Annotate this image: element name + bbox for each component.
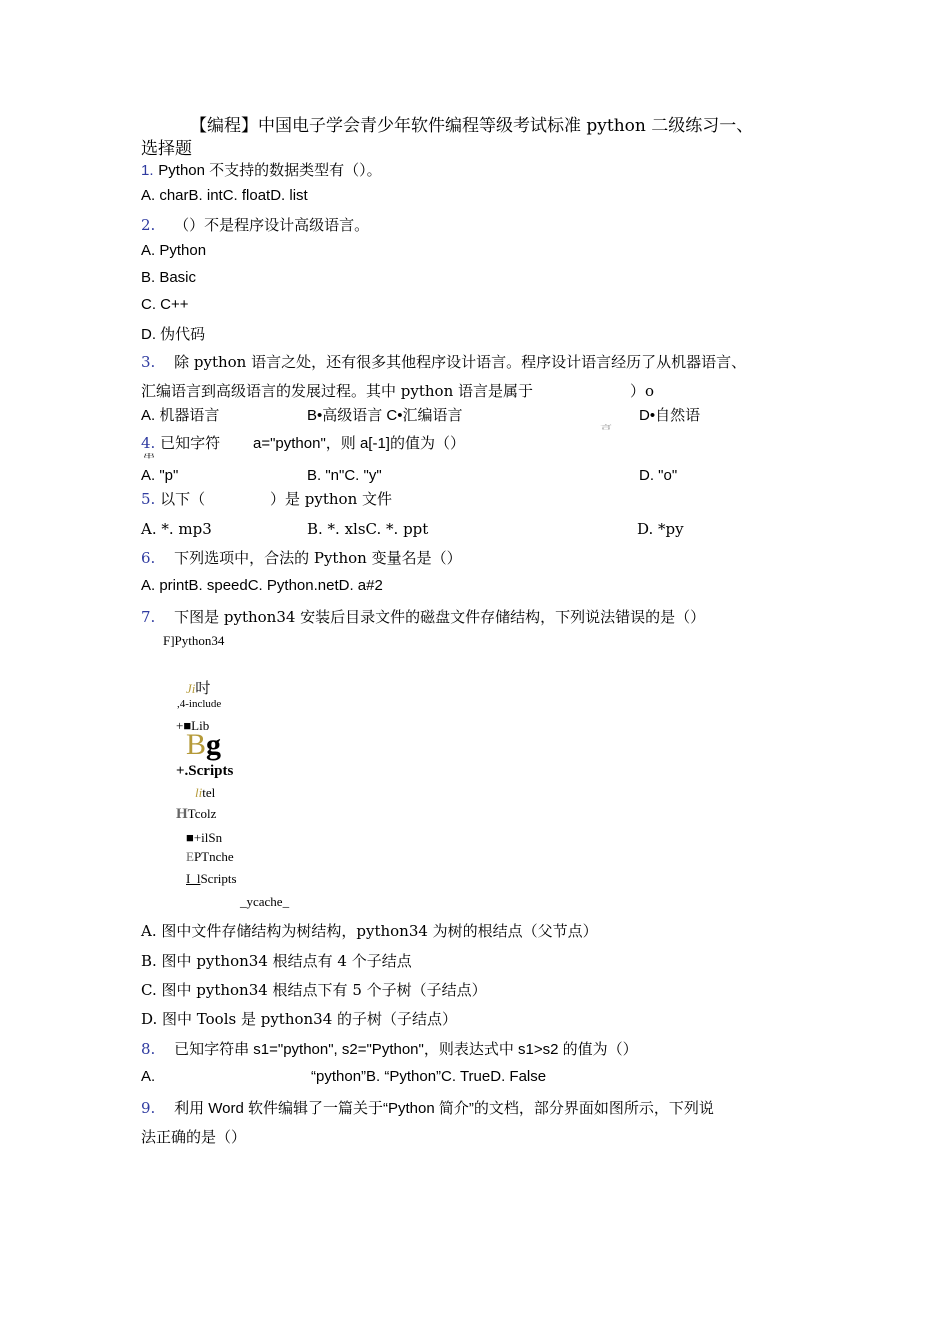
question-3-line2: 汇编语言到高级语言的发展过程。其中 python 语言是属于 [141,382,533,400]
q3-option-bc: B•高级语言 C•汇编语言 [307,407,463,424]
tree-row-tel-b: tel [202,785,216,800]
tree-row-1-a: Ji [186,681,196,696]
tree-row-scripts2-a: I_l [186,871,201,886]
question-7 [141,606,705,627]
question-text: 下图是 python34 安装后目录文件的磁盘文件存储结构，下列说法错误的是（） [174,608,706,626]
tree-row-scripts2 [186,871,237,887]
question-4 [141,432,220,453]
q6-options: A. printB. speedC. Python.netD. a#2 [141,577,383,594]
tree-row-1 [186,677,210,698]
q5-option-d: D. *py [637,520,684,538]
question-1 [141,159,382,180]
tree-row-ptnche-b: PTnche [193,849,234,864]
question-3 [141,351,746,372]
tree-row-scripts: +.Scripts [176,763,234,779]
q7-option-b: B. 图中 python34 根结点有 4 个子结点 [141,952,412,970]
tree-row-tel [195,785,215,801]
q2-option-d: D. 伪代码 [141,326,206,343]
q8-options: “python”B. “Python”C. TrueD. False [311,1068,547,1085]
q2-option-b: B. Basic [141,269,197,286]
question-number: 9. [141,1099,156,1117]
question-text-a: 以下（ [160,490,206,508]
tree-row-tcolz [176,806,216,823]
question-number: 1. [141,162,154,179]
tree-row-bg-b: g [206,728,222,761]
question-text: 下列选项中，合法的 Python 变量名是（） [174,549,462,567]
q4-stray-glyph: 串 [143,452,156,460]
q4-option-d: D. "o" [639,467,678,484]
tree-row-bg-a: B [186,728,207,761]
tree-row-lib: +■Lib [176,718,210,733]
q4-option-bc: B. "n"C. "y" [307,467,382,484]
tree-row-bg [186,728,221,762]
tree-row-tcolz-a: H [176,806,188,822]
question-number: 8. [141,1040,156,1058]
q2-option-a: A. Python [141,242,207,259]
q2-option-c: C. C++ [141,296,189,313]
question-text: Python 不支持的数据类型有（）。 [158,162,382,179]
question-3-line2-end: ）o [630,382,655,400]
doc-title-line1: 【编程】中国电子学会青少年软件编程等级考试标准 python 二级练习一、 [190,116,754,136]
question-5 [141,488,205,509]
question-2 [141,214,369,235]
question-text-a: 已知字符 [160,434,221,452]
question-4-text-b: a="python"，则 a[-1]的值为（） [253,435,465,452]
question-8 [141,1038,638,1059]
q3-option-d: D•自然语 [639,407,701,424]
tree-row-scripts2-b: Scripts [200,871,237,886]
question-6 [141,547,462,568]
tree-row-tel-a: li [195,785,203,800]
q7-option-a: A. 图中文件存储结构为树结构，python34 为树的根结点（父节点） [141,922,598,940]
question-9 [141,1097,714,1118]
question-number: 5. [141,490,156,508]
question-number: 7. [141,608,156,626]
tree-row-tcolz-b: Tcolz [187,806,217,821]
tree-row-1-b: 吋 [195,681,211,697]
q5-option-a: A. *. mp3 [141,520,212,538]
q7-option-c: C. 图中 python34 根结点下有 5 个子树（子结点） [141,981,487,999]
tree-root: F]Python34 [163,633,225,648]
tree-row-include: ,4-include [177,698,222,710]
question-number: 4. [141,434,156,452]
q4-option-a: A. "p" [141,467,179,484]
question-9-line2: 法正确的是（） [141,1129,247,1146]
question-text: 已知字符串 s1="python", s2="Python"，则表达式中 s1>s2 的值为（） [174,1041,638,1058]
q3-option-a: A. 机器语言 [141,407,220,424]
question-text-line1: 利用 Word 软件编辑了一篇关于“Python 简介”的文档，部分界面如图所示，下列说 [174,1100,714,1117]
question-text: （）不是程序设计高级语言。 [174,217,370,234]
q5-option-bc: B. *. xlsC. *. ppt [307,520,429,538]
q8-option-a-label: A. [141,1068,156,1085]
doc-title-line2: 选择题 [141,139,192,159]
q3-stray-glyph: 言 [600,423,613,431]
question-text-line1: 除 python 语言之处，还有很多其他程序设计语言。程序设计语言经历了从机器语言、 [174,353,747,371]
question-number: 2. [141,216,156,234]
question-number: 3. [141,353,156,371]
question-5-text-b: ）是 python 文件 [270,490,392,508]
q1-options: A. charB. intC. floatD. list [141,187,308,204]
tree-row-ptnche-a: E [186,849,194,864]
tree-row-ycache: _ycache_ [240,894,290,909]
question-number: 6. [141,549,156,567]
q7-option-d: D. 图中 Tools 是 python34 的子树（子结点） [141,1010,458,1028]
tree-row-ptnche [186,849,234,865]
tree-row-ilsn: ■+ilSn [186,830,223,845]
